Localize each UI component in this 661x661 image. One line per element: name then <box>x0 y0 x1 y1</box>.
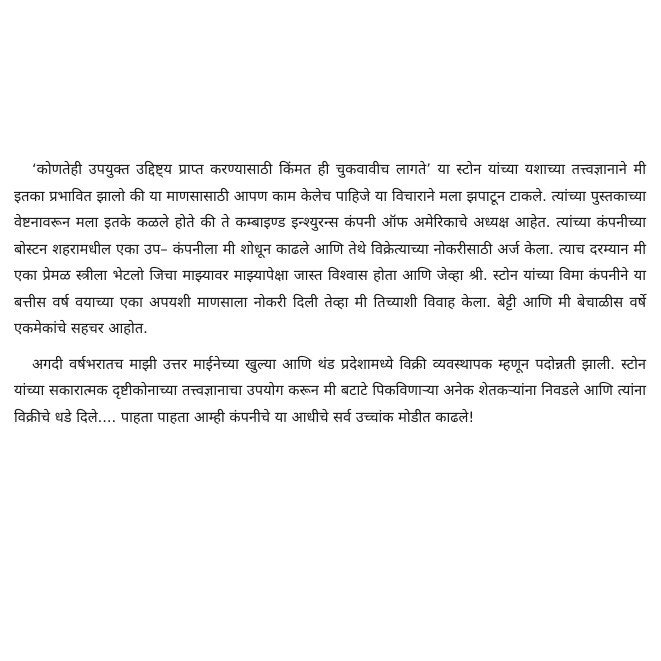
paragraph-2: अगदी वर्षभरातच माझी उत्तर माईनेच्या खुल्या आणि थंड प्रदेशामध्ये विक्री व्यवस्थापक म्हणून पदोन्नती झाली. स्टोन यांच्या सकारात्मक दृष्टीकोनाच्या तत्त्वज्ञानाचा उपयोग करून मी बटाटे पिकविणाऱ्या अनेक शेतकऱ्यांना निवडले आणि त्यांना विक्रीचे धडे दिले.... पाहता पाहता आम्ही कंपनीचे या आधीचे सर्व उच्चांक मोडीत काढले! <box>14 355 646 426</box>
document-body <box>14 157 646 431</box>
paragraph-1: ‘कोणतेही उपयुक्त उद्दिष्ट्य प्राप्त करण्यासाठी किंमत ही चुकवावीच लागते’ या स्टोन यांच्या यशाच्या तत्त्वज्ञानाने मी इतका प्रभावित झालो की या माणसासाठी आपण काम केलेच पाहिजे या विचाराने मला झपाटून टाकले. त्यांच्या पुस्तकाच्या वेष्टनावरून मला इतके कळले होते की ते कम्बाइण्ड इन्श्युरन्स कंपनी ऑफ अमेरिकाचे अध्यक्ष आहेत. त्यांच्या कंपनीच्या बोस्टन शहरामधील एका उप– कंपनीला मी शोधून काढले आणि तेथे विक्रेत्याच्या नोकरीसाठी अर्ज केला. त्याच दरम्यान मी एका प्रेमळ स्त्रीला भेटलो जिचा माझ्यावर माझ्यापेक्षा जास्त विश्वास होता आणि जेव्हा श्री. स्टोन यांच्या विमा कंपनीने या बत्तीस वर्ष वयाच्या एका अपयशी माणसाला नोकरी दिली तेव्हा मी तिच्याशी विवाह केला. बेट्टी आणि मी बेचाळीस वर्षे एकमेकांचे सहचर आहोत. <box>14 161 646 337</box>
